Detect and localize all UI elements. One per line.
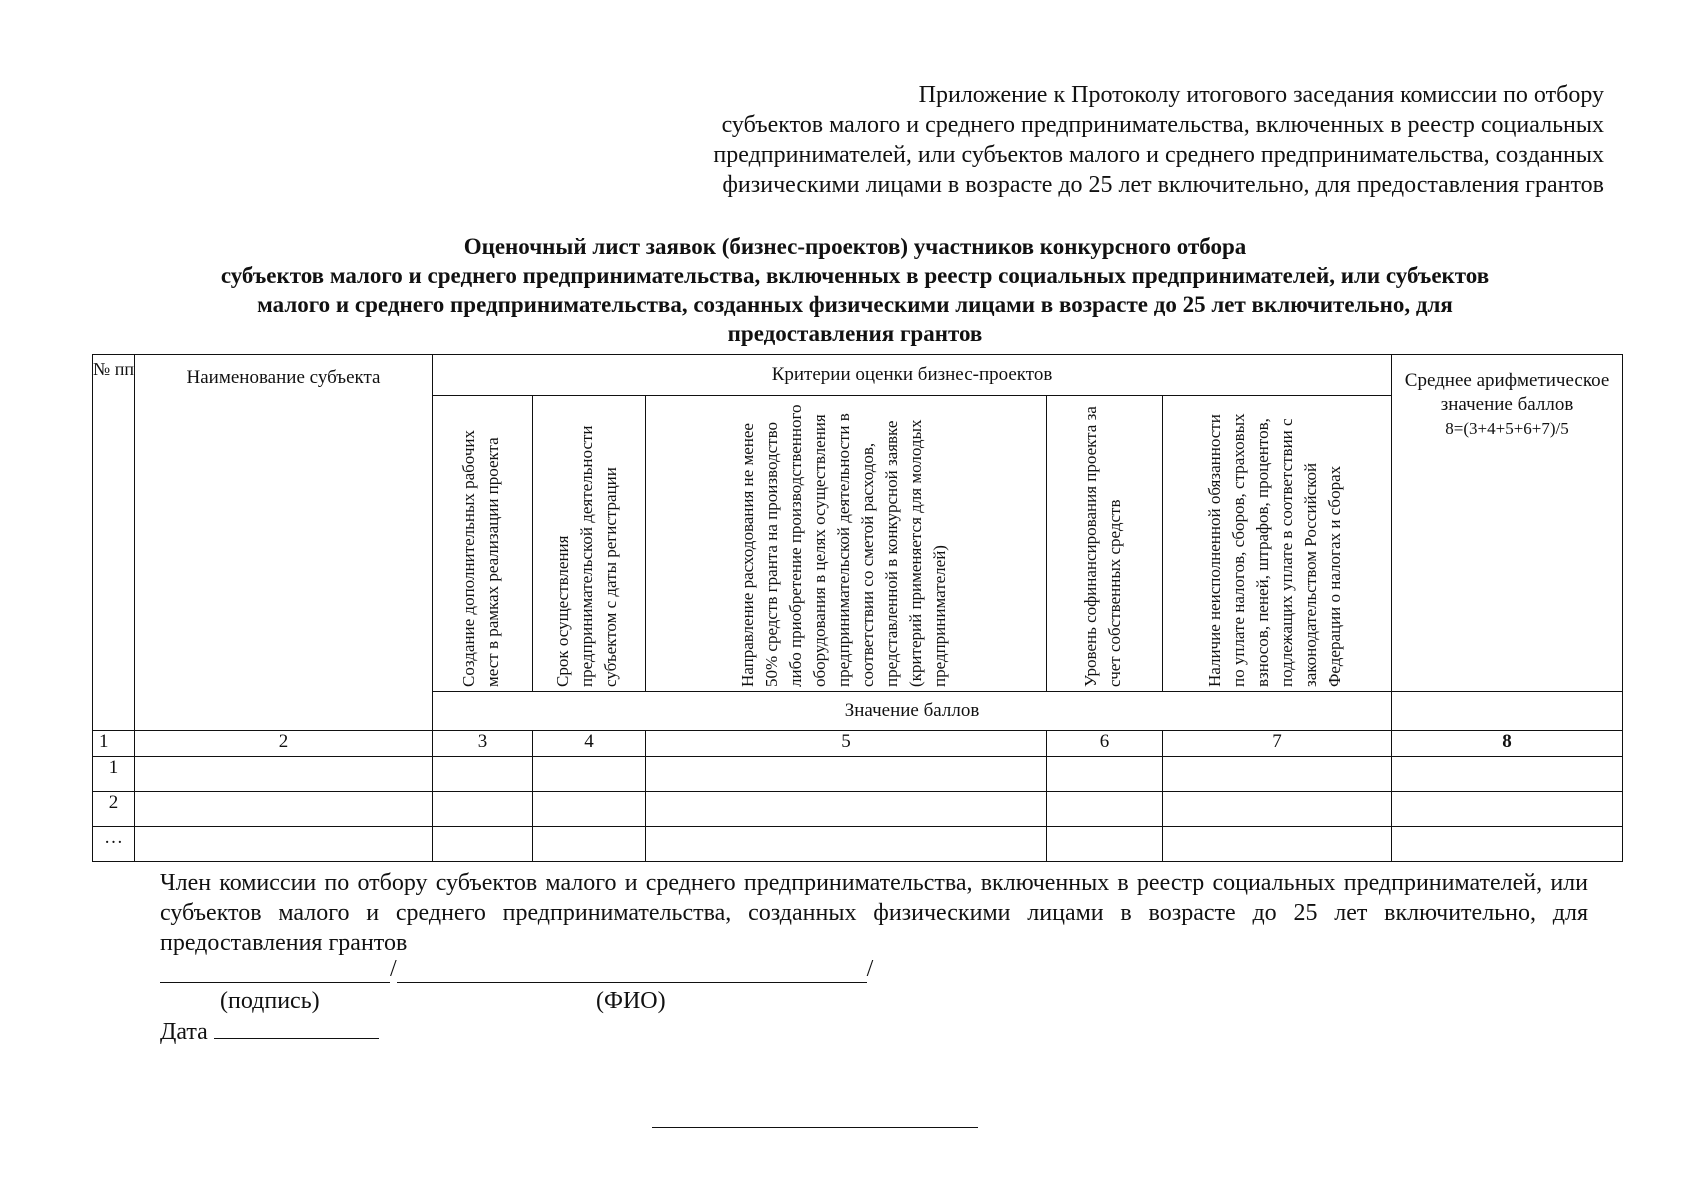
commission-member-text: Член комиссии по отбору субъектов малого и среднего предпринимательства, включенных в реестр социальных предпринимателей, или субъектов малого и среднего предпринимательства, созданных физическими лицами в возрасте до 25 лет включительно, для предоставления грантов	[160, 870, 1588, 956]
average-formula: 8=(3+4+5+6+7)/5	[1445, 419, 1569, 438]
fio-caption: (ФИО)	[596, 988, 666, 1014]
signature-slash: /	[390, 956, 397, 982]
fio-blank[interactable]	[397, 958, 867, 983]
row-num: …	[93, 827, 135, 862]
average-label: Среднее арифметическое значение баллов	[1404, 370, 1610, 415]
cell-score[interactable]	[646, 792, 1047, 827]
cell-score[interactable]	[533, 792, 646, 827]
cell-score[interactable]	[1163, 792, 1392, 827]
cell-subject[interactable]	[135, 827, 433, 862]
col-number: 1	[93, 731, 135, 757]
signature-slash: /	[866, 956, 874, 982]
bottom-divider	[652, 1127, 978, 1128]
row-num: 2	[93, 792, 135, 827]
criterion-cell	[1047, 396, 1163, 692]
signature-blank[interactable]	[160, 958, 390, 983]
appendix-line: Приложение к Протоколу итогового заседания комиссии по отбору	[918, 82, 1604, 108]
cell-average[interactable]	[1392, 757, 1623, 792]
date-blank[interactable]	[214, 1018, 379, 1039]
cell-score[interactable]	[1047, 827, 1163, 862]
cell-score[interactable]	[1047, 792, 1163, 827]
header-subject-name: Наименование субъекта	[135, 355, 433, 731]
criterion-cell	[533, 396, 646, 692]
col-number: 4	[533, 731, 646, 757]
header-score-values: Значение баллов	[433, 692, 1392, 731]
header-average	[1392, 355, 1623, 692]
col-number: 7	[1163, 731, 1392, 757]
col-number: 8	[1392, 731, 1623, 757]
document-title	[90, 232, 1620, 348]
cell-score[interactable]	[1047, 757, 1163, 792]
cell-score[interactable]	[646, 827, 1047, 862]
criterion-grant-spending: Направление расходования не менее 50% средств гранта на производство либо приобретение производственного оборудования в целях осуществления предпринимательской деятельности в соответствии со сметой расходов, представленной в конкурсной заявке (критерий применяется для молодых предпринимателей)	[738, 404, 949, 687]
evaluation-table	[92, 354, 1623, 862]
col-number: 5	[646, 731, 1047, 757]
signature-line	[160, 956, 873, 983]
cell-average[interactable]	[1392, 792, 1623, 827]
cell-score[interactable]	[433, 757, 533, 792]
col-number: 3	[433, 731, 533, 757]
appendix-header	[604, 80, 1604, 200]
header-num: № пп	[93, 355, 135, 731]
column-number-row	[93, 731, 1623, 757]
title-line: предоставления грантов	[727, 321, 983, 346]
col-number: 2	[135, 731, 433, 757]
cell-subject[interactable]	[135, 757, 433, 792]
criterion-jobs: Создание дополнительных рабочих мест в рамках реализации проекта	[458, 429, 502, 687]
date-label: Дата	[160, 1019, 208, 1045]
cell-score[interactable]	[433, 827, 533, 862]
title-line: Оценочный лист заявок (бизнес-проектов) участников конкурсного отбора	[463, 234, 1247, 259]
cell-score[interactable]	[433, 792, 533, 827]
criterion-cell	[646, 396, 1047, 692]
header-average-empty	[1392, 692, 1623, 731]
criterion-cell	[1163, 396, 1392, 692]
cell-score[interactable]	[1163, 827, 1392, 862]
table-row	[93, 792, 1623, 827]
criterion-activity-term: Срок осуществления предпринимательской деятельности субъектом с даты регистрации	[553, 425, 620, 687]
criterion-cell	[433, 396, 533, 692]
cell-score[interactable]	[533, 827, 646, 862]
appendix-line: субъектов малого и среднего предпринимательства, включенных в реестр социальных	[721, 112, 1604, 138]
title-line: малого и среднего предпринимательства, созданных физическими лицами в возрасте до 25 лет включительно, для	[257, 292, 1453, 317]
title-line: субъектов малого и среднего предпринимательства, включенных в реестр социальных предпринимателей, или субъектов	[220, 263, 1490, 288]
table-row	[93, 827, 1623, 862]
signature-caption: (подпись)	[220, 988, 320, 1014]
col-number: 6	[1047, 731, 1163, 757]
appendix-line: физическими лицами в возрасте до 25 лет включительно, для предоставления грантов	[722, 172, 1604, 198]
cell-score[interactable]	[533, 757, 646, 792]
cell-subject[interactable]	[135, 792, 433, 827]
criterion-tax-debt: Наличие неисполненной обязанности по уплате налогов, сборов, страховых взносов, пеней, штрафов, процентов, подлежащих уплате в соответствии с законодательством Российской Федерации о налогах и сборах	[1205, 413, 1345, 687]
row-num: 1	[93, 757, 135, 792]
table-row	[93, 757, 1623, 792]
header-criteria-group: Критерии оценки бизнес-проектов	[433, 355, 1392, 396]
date-line	[160, 1018, 379, 1046]
cell-average[interactable]	[1392, 827, 1623, 862]
criterion-cofinancing: Уровень софинансирования проекта за счет собственных средств	[1080, 406, 1124, 687]
appendix-line: предпринимателей, или субъектов малого и среднего предпринимательства, созданных	[713, 142, 1604, 168]
cell-score[interactable]	[1163, 757, 1392, 792]
cell-score[interactable]	[646, 757, 1047, 792]
